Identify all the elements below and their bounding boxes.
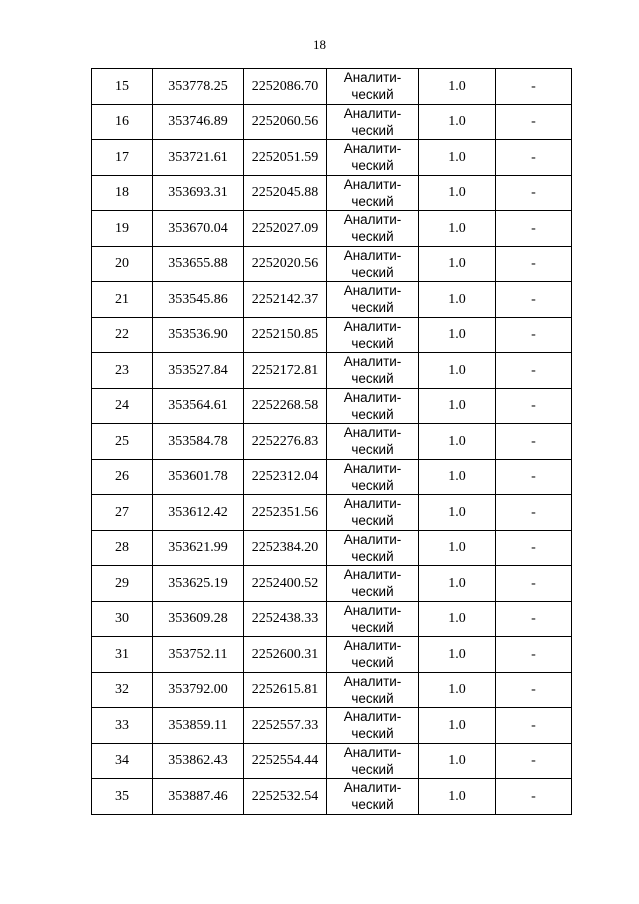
y-coordinate-cell: 2252276.83 (244, 424, 327, 460)
accuracy-cell: 1.0 (419, 424, 496, 460)
note-cell: - (496, 104, 572, 140)
note-cell: - (496, 175, 572, 211)
accuracy-cell: 1.0 (419, 282, 496, 318)
table-row (92, 211, 572, 247)
method-line-1: Аналити- (343, 531, 402, 547)
y-coordinate-cell: 2252045.88 (244, 175, 327, 211)
method-line-2: ческий (351, 797, 394, 813)
y-coordinate-cell: 2252027.09 (244, 211, 327, 247)
x-coordinate-cell: 353527.84 (153, 353, 244, 389)
note-cell: - (496, 566, 572, 602)
method-line-2: ческий (351, 406, 394, 422)
method-line-1: Аналити- (343, 425, 402, 441)
method-cell (327, 246, 419, 282)
coordinates-table (91, 68, 572, 815)
note-cell: - (496, 459, 572, 495)
note-cell: - (496, 282, 572, 318)
note-cell: - (496, 246, 572, 282)
accuracy-cell: 1.0 (419, 140, 496, 176)
method-cell (327, 779, 419, 815)
note-cell: - (496, 743, 572, 779)
note-cell: - (496, 211, 572, 247)
table-row (92, 779, 572, 815)
x-coordinate-cell: 353625.19 (153, 566, 244, 602)
table-row (92, 246, 572, 282)
accuracy-cell: 1.0 (419, 388, 496, 424)
method-line-2: ческий (351, 761, 394, 777)
method-line-1: Аналити- (343, 141, 402, 157)
point-number-cell: 19 (92, 211, 153, 247)
point-number-cell: 21 (92, 282, 153, 318)
x-coordinate-cell: 353721.61 (153, 140, 244, 176)
note-cell: - (496, 140, 572, 176)
table-row (92, 140, 572, 176)
point-number-cell: 35 (92, 779, 153, 815)
x-coordinate-cell: 353621.99 (153, 530, 244, 566)
table-row (92, 530, 572, 566)
method-line-1: Аналити- (343, 389, 402, 405)
method-cell (327, 566, 419, 602)
method-line-2: ческий (351, 122, 394, 138)
method-line-2: ческий (351, 442, 394, 458)
y-coordinate-cell: 2252172.81 (244, 353, 327, 389)
x-coordinate-cell: 353655.88 (153, 246, 244, 282)
method-cell (327, 175, 419, 211)
x-coordinate-cell: 353609.28 (153, 601, 244, 637)
x-coordinate-cell: 353746.89 (153, 104, 244, 140)
method-cell (327, 388, 419, 424)
y-coordinate-cell: 2252020.56 (244, 246, 327, 282)
table-row (92, 708, 572, 744)
x-coordinate-cell: 353778.25 (153, 69, 244, 105)
point-number-cell: 31 (92, 637, 153, 673)
method-line-1: Аналити- (343, 105, 402, 121)
table-row (92, 459, 572, 495)
x-coordinate-cell: 353887.46 (153, 779, 244, 815)
table-row (92, 743, 572, 779)
method-line-2: ческий (351, 264, 394, 280)
method-line-1: Аналити- (343, 247, 402, 263)
x-coordinate-cell: 353564.61 (153, 388, 244, 424)
method-line-2: ческий (351, 158, 394, 174)
y-coordinate-cell: 2252438.33 (244, 601, 327, 637)
method-line-2: ческий (351, 300, 394, 316)
accuracy-cell: 1.0 (419, 175, 496, 211)
note-cell: - (496, 708, 572, 744)
point-number-cell: 22 (92, 317, 153, 353)
y-coordinate-cell: 2252400.52 (244, 566, 327, 602)
method-cell (327, 743, 419, 779)
y-coordinate-cell: 2252312.04 (244, 459, 327, 495)
x-coordinate-cell: 353859.11 (153, 708, 244, 744)
method-line-2: ческий (351, 548, 394, 564)
method-line-2: ческий (351, 726, 394, 742)
accuracy-cell: 1.0 (419, 779, 496, 815)
point-number-cell: 28 (92, 530, 153, 566)
accuracy-cell: 1.0 (419, 317, 496, 353)
method-cell (327, 708, 419, 744)
method-line-2: ческий (351, 690, 394, 706)
page-number: 18 (313, 37, 326, 52)
accuracy-cell: 1.0 (419, 104, 496, 140)
point-number-cell: 24 (92, 388, 153, 424)
y-coordinate-cell: 2252554.44 (244, 743, 327, 779)
x-coordinate-cell: 353862.43 (153, 743, 244, 779)
method-cell (327, 282, 419, 318)
table-row (92, 495, 572, 531)
method-cell (327, 637, 419, 673)
note-cell: - (496, 424, 572, 460)
method-line-1: Аналити- (343, 70, 402, 86)
method-line-2: ческий (351, 87, 394, 103)
method-line-2: ческий (351, 477, 394, 493)
note-cell: - (496, 69, 572, 105)
method-line-2: ческий (351, 584, 394, 600)
x-coordinate-cell: 353670.04 (153, 211, 244, 247)
point-number-cell: 25 (92, 424, 153, 460)
table-row (92, 424, 572, 460)
method-line-1: Аналити- (343, 354, 402, 370)
point-number-cell: 27 (92, 495, 153, 531)
coordinates-table-body (92, 69, 572, 815)
table-row (92, 566, 572, 602)
table-row (92, 175, 572, 211)
table-row (92, 353, 572, 389)
point-number-cell: 20 (92, 246, 153, 282)
y-coordinate-cell: 2252142.37 (244, 282, 327, 318)
accuracy-cell: 1.0 (419, 353, 496, 389)
method-cell (327, 424, 419, 460)
accuracy-cell: 1.0 (419, 211, 496, 247)
point-number-cell: 18 (92, 175, 153, 211)
y-coordinate-cell: 2252557.33 (244, 708, 327, 744)
point-number-cell: 29 (92, 566, 153, 602)
accuracy-cell: 1.0 (419, 708, 496, 744)
x-coordinate-cell: 353612.42 (153, 495, 244, 531)
y-coordinate-cell: 2252615.81 (244, 672, 327, 708)
method-line-1: Аналити- (343, 176, 402, 192)
method-line-1: Аналити- (343, 567, 402, 583)
method-line-2: ческий (351, 193, 394, 209)
x-coordinate-cell: 353601.78 (153, 459, 244, 495)
method-cell (327, 495, 419, 531)
point-number-cell: 16 (92, 104, 153, 140)
table-row (92, 104, 572, 140)
y-coordinate-cell: 2252086.70 (244, 69, 327, 105)
point-number-cell: 33 (92, 708, 153, 744)
table-row (92, 672, 572, 708)
method-line-1: Аналити- (343, 638, 402, 654)
method-line-2: ческий (351, 335, 394, 351)
accuracy-cell: 1.0 (419, 601, 496, 637)
accuracy-cell: 1.0 (419, 459, 496, 495)
method-cell (327, 69, 419, 105)
note-cell: - (496, 779, 572, 815)
accuracy-cell: 1.0 (419, 246, 496, 282)
note-cell: - (496, 388, 572, 424)
note-cell: - (496, 353, 572, 389)
y-coordinate-cell: 2252600.31 (244, 637, 327, 673)
y-coordinate-cell: 2252051.59 (244, 140, 327, 176)
method-cell (327, 459, 419, 495)
table-row (92, 637, 572, 673)
accuracy-cell: 1.0 (419, 743, 496, 779)
y-coordinate-cell: 2252060.56 (244, 104, 327, 140)
table-row (92, 601, 572, 637)
method-line-1: Аналити- (343, 780, 402, 796)
method-cell (327, 530, 419, 566)
method-line-2: ческий (351, 229, 394, 245)
point-number-cell: 32 (92, 672, 153, 708)
method-line-2: ческий (351, 513, 394, 529)
method-cell (327, 672, 419, 708)
note-cell: - (496, 495, 572, 531)
table-row (92, 317, 572, 353)
accuracy-cell: 1.0 (419, 672, 496, 708)
method-cell (327, 601, 419, 637)
method-line-2: ческий (351, 655, 394, 671)
y-coordinate-cell: 2252351.56 (244, 495, 327, 531)
method-line-1: Аналити- (343, 460, 402, 476)
x-coordinate-cell: 353792.00 (153, 672, 244, 708)
x-coordinate-cell: 353545.86 (153, 282, 244, 318)
accuracy-cell: 1.0 (419, 637, 496, 673)
point-number-cell: 26 (92, 459, 153, 495)
method-line-1: Аналити- (343, 283, 402, 299)
accuracy-cell: 1.0 (419, 566, 496, 602)
note-cell: - (496, 601, 572, 637)
accuracy-cell: 1.0 (419, 530, 496, 566)
method-cell (327, 317, 419, 353)
method-cell (327, 211, 419, 247)
y-coordinate-cell: 2252150.85 (244, 317, 327, 353)
table-row (92, 69, 572, 105)
y-coordinate-cell: 2252384.20 (244, 530, 327, 566)
method-line-1: Аналити- (343, 212, 402, 228)
method-cell (327, 353, 419, 389)
note-cell: - (496, 530, 572, 566)
method-line-1: Аналити- (343, 709, 402, 725)
y-coordinate-cell: 2252268.58 (244, 388, 327, 424)
accuracy-cell: 1.0 (419, 495, 496, 531)
method-line-1: Аналити- (343, 602, 402, 618)
note-cell: - (496, 672, 572, 708)
point-number-cell: 23 (92, 353, 153, 389)
point-number-cell: 30 (92, 601, 153, 637)
table-row (92, 282, 572, 318)
table-row (92, 388, 572, 424)
x-coordinate-cell: 353536.90 (153, 317, 244, 353)
x-coordinate-cell: 353693.31 (153, 175, 244, 211)
point-number-cell: 15 (92, 69, 153, 105)
point-number-cell: 34 (92, 743, 153, 779)
y-coordinate-cell: 2252532.54 (244, 779, 327, 815)
accuracy-cell: 1.0 (419, 69, 496, 105)
method-line-1: Аналити- (343, 318, 402, 334)
method-cell (327, 104, 419, 140)
note-cell: - (496, 317, 572, 353)
method-line-2: ческий (351, 371, 394, 387)
method-cell (327, 140, 419, 176)
x-coordinate-cell: 353584.78 (153, 424, 244, 460)
x-coordinate-cell: 353752.11 (153, 637, 244, 673)
point-number-cell: 17 (92, 140, 153, 176)
note-cell: - (496, 637, 572, 673)
method-line-1: Аналити- (343, 673, 402, 689)
method-line-2: ческий (351, 619, 394, 635)
method-line-1: Аналити- (343, 496, 402, 512)
method-line-1: Аналити- (343, 744, 402, 760)
